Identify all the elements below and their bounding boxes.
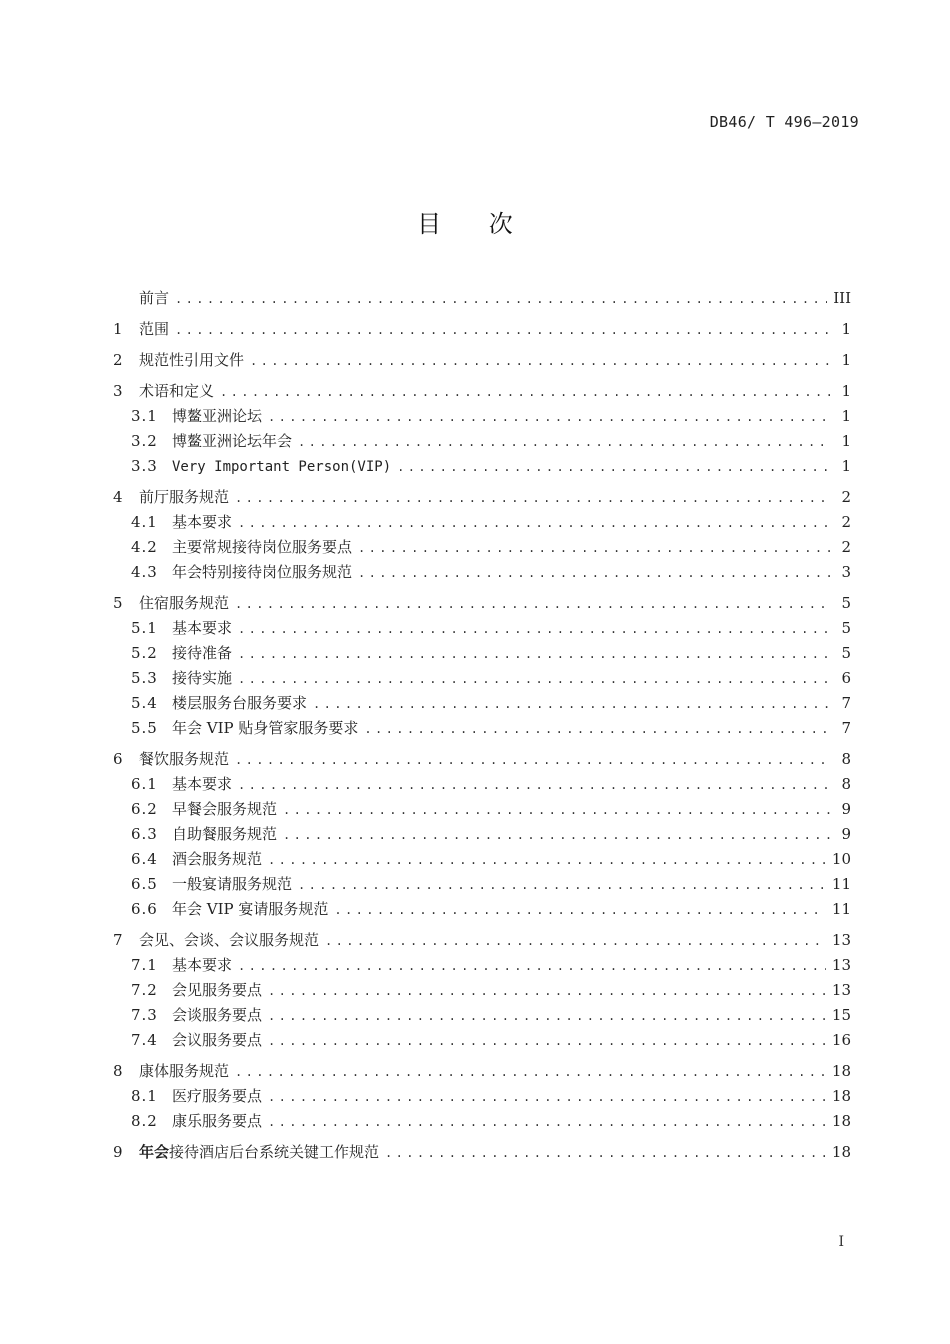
dot-leader — [268, 848, 826, 873]
toc-entry[interactable] — [113, 953, 851, 978]
toc-entry[interactable] — [113, 641, 851, 666]
toc-entry[interactable] — [113, 716, 851, 741]
toc-entry[interactable] — [113, 872, 851, 897]
toc-entry-page: 9 — [841, 825, 851, 843]
toc-entry-number: 6.6 — [131, 900, 158, 918]
dot-leader — [358, 536, 831, 561]
toc-entry-title: 规范性引用文件 — [139, 351, 245, 369]
dot-leader — [268, 1110, 826, 1135]
toc-entry-title: 会见服务要点 — [172, 981, 263, 999]
toc-entry[interactable] — [113, 454, 851, 479]
toc-entry-title: 会议服务要点 — [172, 1031, 263, 1049]
dot-leader — [268, 1085, 826, 1110]
table-of-contents — [113, 286, 851, 1165]
toc-entry-number: 5.4 — [131, 694, 158, 712]
toc-entry[interactable] — [113, 591, 851, 616]
toc-entry-number: 7.1 — [131, 956, 158, 974]
toc-entry-number: 7.3 — [131, 1006, 158, 1024]
toc-entry-title: 范围 — [139, 320, 170, 338]
toc-entry-title: 年会特别接待岗位服务规范 — [172, 563, 353, 581]
toc-entry[interactable] — [113, 1059, 851, 1084]
toc-entry-title: 年会 VIP 宴请服务规范 — [172, 900, 329, 918]
dot-leader — [238, 954, 826, 979]
dot-leader — [238, 617, 831, 642]
dot-leader — [397, 455, 831, 480]
toc-entry[interactable] — [113, 797, 851, 822]
toc-entry-page: 5 — [841, 594, 851, 612]
toc-entry-number: 4.2 — [131, 538, 158, 556]
toc-entry[interactable] — [113, 510, 851, 535]
toc-entry-page: 16 — [831, 1031, 851, 1049]
toc-entry[interactable] — [113, 379, 851, 404]
toc-entry[interactable] — [113, 928, 851, 953]
toc-entry[interactable] — [113, 286, 851, 311]
dot-leader — [325, 929, 826, 954]
dot-leader — [364, 717, 831, 742]
toc-entry-number: 3 — [113, 382, 123, 400]
toc-entry-page: 13 — [831, 931, 851, 949]
toc-entry[interactable] — [113, 348, 851, 373]
toc-entry[interactable] — [113, 404, 851, 429]
dot-leader — [250, 349, 831, 374]
toc-entry-number: 3.2 — [131, 432, 158, 450]
toc-entry-title: Very Important Person(VIP) — [172, 459, 392, 475]
dot-leader — [220, 380, 831, 405]
toc-entry-title: 接待实施 — [172, 669, 233, 687]
toc-entry-number: 5.1 — [131, 619, 158, 637]
toc-entry-title: 博鳌亚洲论坛年会 — [172, 432, 293, 450]
toc-entry-number: 9 — [113, 1143, 123, 1161]
toc-entry-title: 会见、会谈、会议服务规范 — [139, 931, 320, 949]
toc-entry-title: 楼层服务台服务要求 — [172, 694, 308, 712]
toc-entry-title: 早餐会服务规范 — [172, 800, 278, 818]
dot-leader — [268, 1029, 826, 1054]
toc-entry-page: 1 — [841, 320, 851, 338]
toc-entry-page: 2 — [841, 538, 851, 556]
dot-leader — [298, 873, 826, 898]
toc-entry-page: 8 — [841, 750, 851, 768]
toc-entry-number: 6.4 — [131, 850, 158, 868]
toc-entry-page: 11 — [831, 875, 851, 893]
toc-entry-title: 接待准备 — [172, 644, 233, 662]
toc-entry[interactable] — [113, 772, 851, 797]
toc-entry-title: 前言 — [139, 289, 170, 307]
dot-leader — [238, 773, 831, 798]
dot-leader — [268, 405, 831, 430]
toc-entry-number: 4.1 — [131, 513, 158, 531]
dot-leader — [334, 898, 826, 923]
toc-entry-page: 1 — [841, 351, 851, 369]
toc-entry-title: 基本要求 — [172, 775, 233, 793]
toc-entry-number: 3.1 — [131, 407, 158, 425]
toc-entry-number: 6.5 — [131, 875, 158, 893]
toc-entry-title: 博鳌亚洲论坛 — [172, 407, 263, 425]
dot-leader — [235, 1060, 826, 1085]
toc-entry-page: 18 — [831, 1062, 851, 1080]
toc-entry-title: 基本要求 — [172, 619, 233, 637]
toc-entry[interactable] — [113, 485, 851, 510]
toc-entry-page: 6 — [841, 669, 851, 687]
dot-leader — [268, 1004, 826, 1029]
toc-entry-title: 康体服务规范 — [139, 1062, 230, 1080]
toc-entry-page: 15 — [831, 1006, 851, 1024]
toc-entry-title-rest: 接待酒店后台系统关键工作规范 — [169, 1143, 380, 1161]
toc-entry-number: 8 — [113, 1062, 123, 1080]
toc-entry-page: 9 — [841, 800, 851, 818]
toc-entry[interactable] — [113, 691, 851, 716]
toc-entry-page: 5 — [841, 619, 851, 637]
toc-entry[interactable] — [113, 1109, 851, 1134]
toc-entry-page: 18 — [831, 1112, 851, 1130]
toc-entry-number: 5.3 — [131, 669, 158, 687]
toc-entry[interactable] — [113, 847, 851, 872]
toc-entry-number: 5 — [113, 594, 123, 612]
toc-entry-number: 6 — [113, 750, 123, 768]
toc-entry-page: 10 — [831, 850, 851, 868]
toc-entry-page: 18 — [831, 1143, 851, 1161]
toc-entry-number: 4.3 — [131, 563, 158, 581]
dot-leader — [238, 667, 831, 692]
dot-leader — [358, 561, 831, 586]
toc-entry[interactable] — [113, 429, 851, 454]
toc-entry-number: 7 — [113, 931, 123, 949]
toc-entry[interactable] — [113, 1003, 851, 1028]
toc-entry-page: 1 — [841, 432, 851, 450]
toc-entry[interactable] — [113, 897, 851, 922]
toc-entry[interactable] — [113, 978, 851, 1003]
toc-entry-title: 会谈服务要点 — [172, 1006, 263, 1024]
toc-entry-title — [139, 1140, 379, 1165]
dot-leader — [175, 318, 831, 343]
toc-entry-page: 13 — [831, 981, 851, 999]
toc-entry[interactable] — [113, 317, 851, 342]
toc-entry-page: 7 — [841, 719, 851, 737]
toc-entry-title: 年会 VIP 贴身管家服务要求 — [172, 719, 359, 737]
toc-entry-number: 6.2 — [131, 800, 158, 818]
dot-leader — [385, 1141, 826, 1166]
toc-entry-page: 11 — [831, 900, 851, 918]
toc-entry-title: 术语和定义 — [139, 382, 215, 400]
dot-leader — [298, 430, 831, 455]
toc-entry-number: 5.2 — [131, 644, 158, 662]
toc-entry-title: 前厅服务规范 — [139, 488, 230, 506]
dot-leader — [238, 511, 831, 536]
toc-entry-title: 基本要求 — [172, 513, 233, 531]
toc-entry-number: 6.1 — [131, 775, 158, 793]
toc-entry[interactable] — [113, 1140, 851, 1165]
toc-entry-page: 1 — [841, 382, 851, 400]
toc-entry[interactable] — [113, 747, 851, 772]
toc-entry-title: 住宿服务规范 — [139, 594, 230, 612]
toc-entry-number: 6.3 — [131, 825, 158, 843]
dot-leader — [235, 486, 831, 511]
toc-entry-number: 5.5 — [131, 719, 158, 737]
dot-leader — [268, 979, 826, 1004]
toc-entry-number: 7.4 — [131, 1031, 158, 1049]
toc-entry-page: 1 — [841, 407, 851, 425]
dot-leader — [313, 692, 831, 717]
toc-entry[interactable] — [113, 1028, 851, 1053]
toc-entry-title: 酒会服务规范 — [172, 850, 263, 868]
toc-entry-title: 餐饮服务规范 — [139, 750, 230, 768]
toc-entry-number: 4 — [113, 488, 123, 506]
toc-entry-number: 7.2 — [131, 981, 158, 999]
toc-entry-number: 1 — [113, 320, 123, 338]
toc-entry[interactable] — [113, 560, 851, 585]
dot-leader — [238, 642, 831, 667]
toc-entry[interactable] — [113, 822, 851, 847]
dot-leader — [283, 798, 831, 823]
toc-entry-title: 自助餐服务规范 — [172, 825, 278, 843]
toc-entry-title: 主要常规接待岗位服务要点 — [172, 538, 353, 556]
toc-entry-page: 18 — [831, 1087, 851, 1105]
toc-entry-number: 3.3 — [131, 457, 158, 475]
toc-entry-title: 医疗服务要点 — [172, 1087, 263, 1105]
page-number: I — [838, 1234, 844, 1250]
toc-entry-page: 5 — [841, 644, 851, 662]
toc-entry-title: 一般宴请服务规范 — [172, 875, 293, 893]
toc-entry-title-bold: 年会 — [139, 1143, 170, 1161]
dot-leader — [175, 287, 827, 312]
page-title: 目 次 — [417, 210, 533, 238]
dot-leader — [235, 748, 831, 773]
toc-entry[interactable] — [113, 616, 851, 641]
toc-entry[interactable] — [113, 1084, 851, 1109]
toc-entry-page: 2 — [841, 488, 851, 506]
toc-entry-page: 8 — [841, 775, 851, 793]
toc-entry-title: 基本要求 — [172, 956, 233, 974]
toc-entry-number: 8.1 — [131, 1087, 158, 1105]
dot-leader — [235, 592, 831, 617]
dot-leader — [283, 823, 831, 848]
toc-entry-page: 3 — [841, 563, 851, 581]
toc-entry-number: 2 — [113, 351, 123, 369]
toc-entry-page: 2 — [841, 513, 851, 531]
document-code: DB46/ T 496—2019 — [709, 113, 859, 131]
toc-entry-number: 8.2 — [131, 1112, 158, 1130]
toc-entry[interactable] — [113, 535, 851, 560]
toc-entry-page: III — [833, 289, 851, 307]
toc-entry-page: 1 — [841, 457, 851, 475]
toc-entry-title: 康乐服务要点 — [172, 1112, 263, 1130]
toc-entry-page: 13 — [831, 956, 851, 974]
toc-entry-page: 7 — [841, 694, 851, 712]
toc-entry[interactable] — [113, 666, 851, 691]
